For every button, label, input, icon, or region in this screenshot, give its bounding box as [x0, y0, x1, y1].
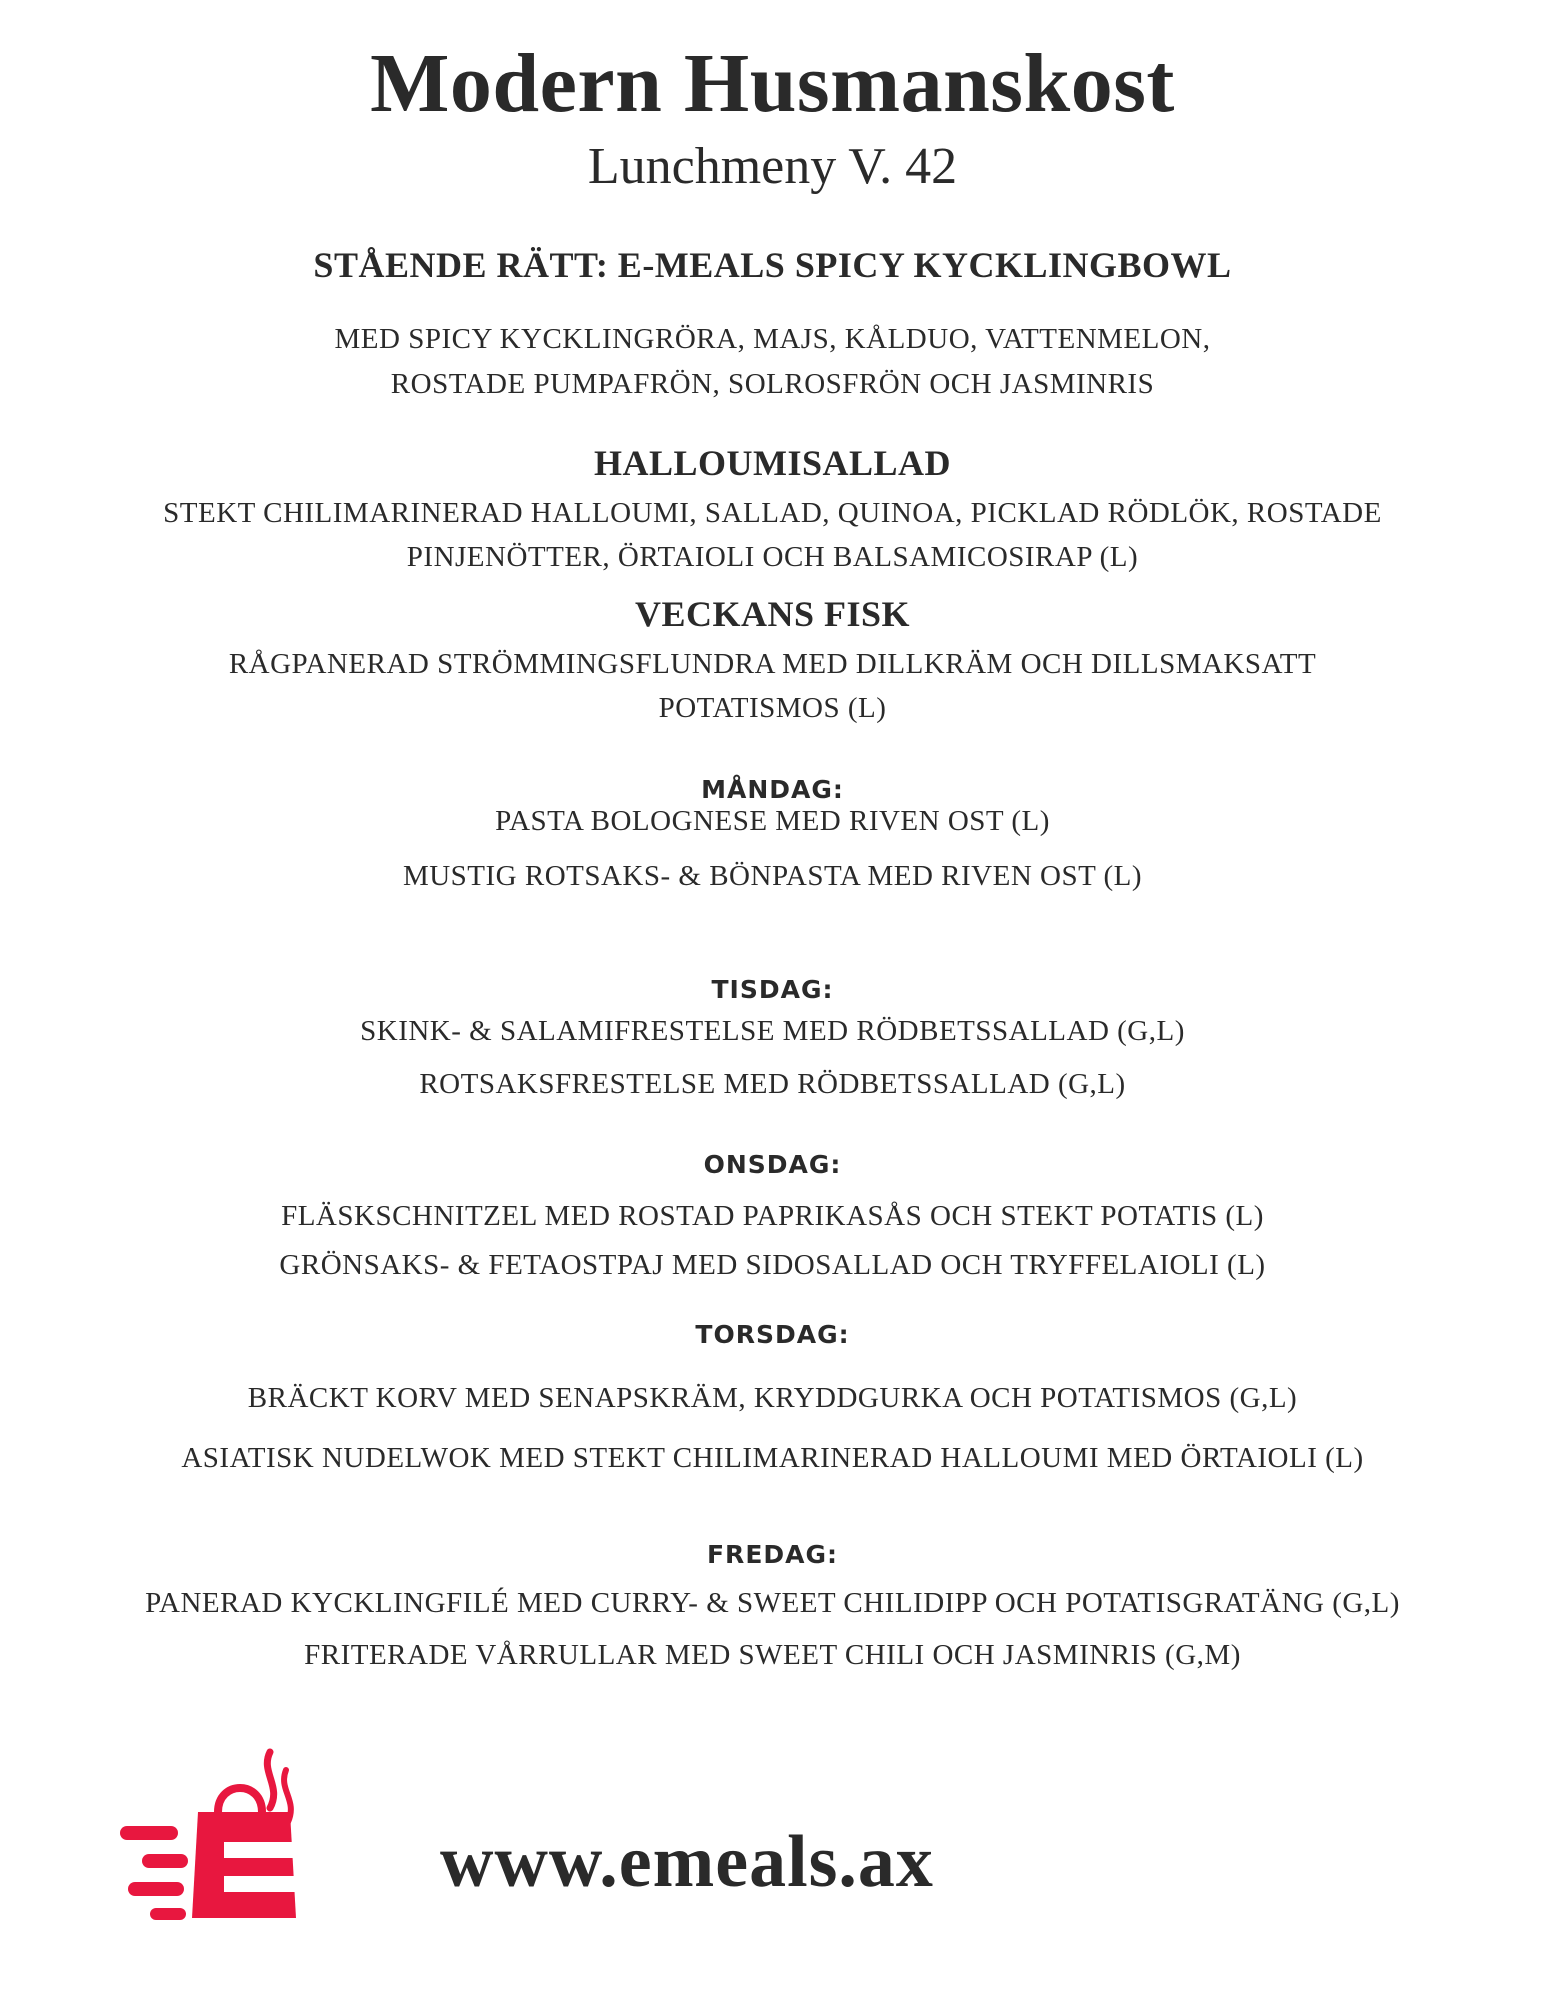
- day-label-tuesday: TISDAG:: [711, 975, 834, 1004]
- fish-heading: VECKANS FISK: [634, 594, 911, 634]
- fish-line-1: RÅGPANERAD STRÖMMINGSFLUNDRA MED DILLKRÄM OCH DILLSMAKSATT: [228, 648, 1317, 680]
- page-subtitle: Lunchmeny V. 42: [587, 138, 958, 195]
- thursday-dish-2: ASIATISK NUDELWOK MED STEKT CHILIMARINERAD HALLOUMI MED ÖRTAIOLI (L): [181, 1442, 1364, 1474]
- standing-dish-line-1: MED SPICY KYCKLINGRÖRA, MAJS, KÅLDUO, VATTENMELON,: [334, 323, 1211, 355]
- tuesday-dish-1: SKINK- & SALAMIFRESTELSE MED RÖDBETSSALLAD (G,L): [360, 1015, 1185, 1047]
- day-label-friday: FREDAG:: [706, 1540, 839, 1569]
- friday-dish-1: PANERAD KYCKLINGFILÉ MED CURRY- & SWEET CHILIDIPP OCH POTATISGRATÄNG (G,L): [145, 1587, 1400, 1619]
- emeals-bag-logo-icon: [120, 1730, 320, 1925]
- monday-dish-1: PASTA BOLOGNESE MED RIVEN OST (L): [495, 805, 1050, 837]
- wednesday-dish-2: GRÖNSAKS- & FETAOSTPAJ MED SIDOSALLAD OCH TRYFFELAIOLI (L): [279, 1249, 1266, 1281]
- halloumi-line-2: PINJENÖTTER, ÖRTAIOLI OCH BALSAMICOSIRAP (L): [406, 541, 1139, 573]
- halloumi-heading: HALLOUMISALLAD: [593, 443, 952, 483]
- thursday-dish-1: BRÄCKT KORV MED SENAPSKRÄM, KRYDDGURKA OCH POTATISMOS (G,L): [247, 1382, 1298, 1414]
- day-label-wednesday: ONSDAG:: [703, 1150, 842, 1179]
- friday-dish-2: FRITERADE VÅRRULLAR MED SWEET CHILI OCH JASMINRIS (G,M): [304, 1639, 1241, 1671]
- standing-dish-heading: STÅENDE RÄTT: E-MEALS SPICY KYCKLINGBOWL: [313, 245, 1232, 285]
- tuesday-dish-2: ROTSAKSFRESTELSE MED RÖDBETSSALLAD (G,L): [419, 1068, 1126, 1100]
- website-url[interactable]: www.emeals.ax: [440, 1821, 934, 1903]
- day-label-monday: MÅNDAG:: [701, 775, 844, 804]
- wednesday-dish-1: FLÄSKSCHNITZEL MED ROSTAD PAPRIKASÅS OCH STEKT POTATIS (L): [281, 1200, 1264, 1232]
- standing-dish-line-2: ROSTADE PUMPAFRÖN, SOLROSFRÖN OCH JASMINRIS: [390, 368, 1155, 400]
- halloumi-line-1: STEKT CHILIMARINERAD HALLOUMI, SALLAD, QUINOA, PICKLAD RÖDLÖK, ROSTADE: [163, 497, 1382, 529]
- page-title: Modern Husmanskost: [370, 37, 1175, 130]
- day-label-thursday: TORSDAG:: [695, 1320, 850, 1349]
- fish-line-2: POTATISMOS (L): [658, 692, 887, 724]
- monday-dish-2: MUSTIG ROTSAKS- & BÖNPASTA MED RIVEN OST (L): [402, 860, 1143, 892]
